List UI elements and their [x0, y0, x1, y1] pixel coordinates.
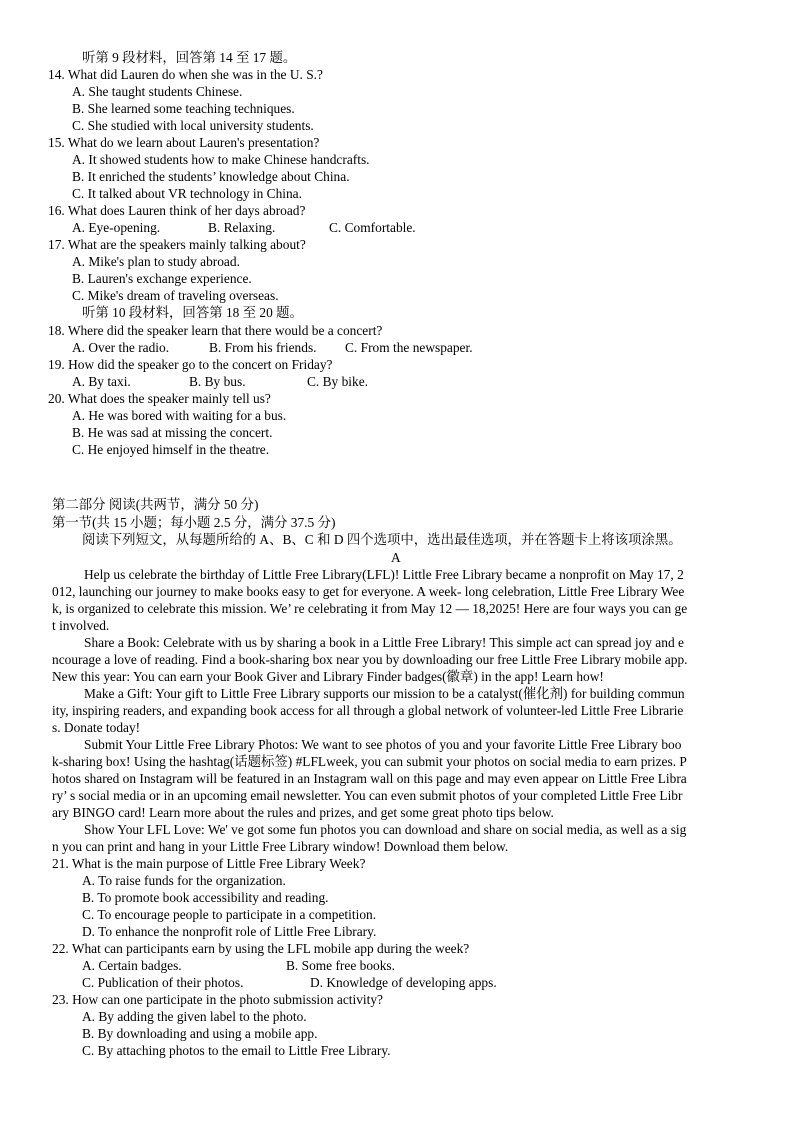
question-22-option-b: B. Some free books.: [286, 958, 395, 973]
question-17-option-b: B. Lauren's exchange experience.: [72, 271, 252, 286]
question-23-option-c: C. By attaching photos to the email to Little Free Library.: [82, 1043, 391, 1058]
passage-line: ry’ s social media or in an upcoming email newsletter. You can even submit photos of your completed Little Free Libr: [52, 788, 683, 803]
passage-line: Make a Gift: Your gift to Little Free Library supports our mission to be a catalyst(催化剂) for building commun: [84, 686, 685, 701]
question-16-option-c: C. Comfortable.: [329, 220, 416, 235]
part-2-header: 第二部分 阅读(共两节，满分 50 分): [52, 497, 259, 512]
question-23-option-b: B. By downloading and using a mobile app.: [82, 1026, 318, 1041]
question-16-stem: 16. What does Lauren think of her days abroad?: [48, 203, 306, 218]
question-17-option-c: C. Mike's dream of traveling overseas.: [72, 288, 279, 303]
question-18-option-b: B. From his friends.: [209, 340, 317, 355]
section-9-header: 听第 9 段材料，回答第 14 至 17 题。: [82, 50, 297, 65]
question-22-stem: 22. What can participants earn by using the LFL mobile app during the week?: [52, 941, 470, 956]
question-22-option-c: C. Publication of their photos.: [82, 975, 244, 990]
question-20-option-b: B. He was sad at missing the concert.: [72, 425, 273, 440]
question-19-option-c: C. By bike.: [307, 374, 369, 389]
question-19-option-a: A. By taxi.: [72, 374, 131, 389]
question-21-option-d: D. To enhance the nonprofit role of Little Free Library.: [82, 924, 377, 939]
question-17-option-a: A. Mike's plan to study abroad.: [72, 254, 240, 269]
passage-line: 012, launching our journey to make books easy to get for everyone. A week- long celebration, Little Free Library Wee: [52, 584, 685, 599]
passage-line: Help us celebrate the birthday of Little Free Library(LFL)! Little Free Library became a nonprofit on May 17, 2: [84, 567, 684, 582]
question-20-option-a: A. He was bored with waiting for a bus.: [72, 408, 287, 423]
passage-line: Submit Your Little Free Library Photos: We want to see photos of you and your favorite Little Free Library boo: [84, 737, 682, 752]
question-19-stem: 19. How did the speaker go to the concert on Friday?: [48, 357, 333, 372]
question-14-option-a: A. She taught students Chinese.: [72, 84, 243, 99]
question-16-option-b: B. Relaxing.: [208, 220, 276, 235]
question-15-option-c: C. It talked about VR technology in China.: [72, 186, 302, 201]
question-20-option-c: C. He enjoyed himself in the theatre.: [72, 442, 270, 457]
question-15-stem: 15. What do we learn about Lauren's presentation?: [48, 135, 320, 150]
question-23-option-a: A. By adding the given label to the photo.: [82, 1009, 307, 1024]
passage-line: n you can print and hang in your Little Free Library window! Download them below.: [52, 839, 509, 854]
passage-line: ncourage a love of reading. Find a book-sharing box near you by downloading our free Little Free Library mobile app.: [52, 652, 688, 667]
question-18-option-c: C. From the newspaper.: [345, 340, 473, 355]
question-22-option-d: D. Knowledge of developing apps.: [310, 975, 497, 990]
question-21-option-b: B. To promote book accessibility and reading.: [82, 890, 329, 905]
question-21-option-a: A. To raise funds for the organization.: [82, 873, 286, 888]
passage-line: k-sharing box! Using the hashtag(话题标签) #LFLweek, you can submit your photos on social media to earn prizes. P: [52, 754, 687, 769]
passage-line: s. Donate today!: [52, 720, 141, 735]
question-21-option-c: C. To encourage people to participate in a competition.: [82, 907, 377, 922]
passage-line: k, is organized to celebrate this mission. We’ re celebrating it from May 12 — 18,2025! Here are four ways you can ge: [52, 601, 688, 616]
question-17-stem: 17. What are the speakers mainly talking about?: [48, 237, 306, 252]
section-10-header: 听第 10 段材料，回答第 18 至 20 题。: [82, 305, 303, 320]
question-14-option-c: C. She studied with local university students.: [72, 118, 314, 133]
question-19-option-b: B. By bus.: [189, 374, 246, 389]
question-23-stem: 23. How can one participate in the photo submission activity?: [52, 992, 383, 1007]
part-2-section-1-header: 第一节(共 15 小题；每小题 2.5 分，满分 37.5 分): [52, 515, 336, 530]
passage-line: ity, inspiring readers, and expanding book access for all through a global network of volunteer-led Little Free Librarie: [52, 703, 684, 718]
question-14-option-b: B. She learned some teaching techniques.: [72, 101, 295, 116]
passage-line: ary BINGO card! Learn more about the rules and prizes, and get some great photo tips below.: [52, 805, 554, 820]
passage-line: t involved.: [52, 618, 110, 633]
passage-line: Share a Book: Celebrate with us by sharing a book in a Little Free Library! This simple act can spread joy and e: [84, 635, 684, 650]
question-20-stem: 20. What does the speaker mainly tell us?: [48, 391, 271, 406]
reading-instruction: 阅读下列短文，从每题所给的 A、B、C 和 D 四个选项中，选出最佳选项，并在答题卡上将该项涂黑。: [82, 532, 682, 547]
passage-line: New this year: You can earn your Book Giver and Library Finder badges(徽章) in the app! Learn how!: [52, 669, 604, 684]
passage-line: hotos shared on Instagram will be featured in an Instagram wall on this page and may even appear on Little Free Libra: [52, 771, 687, 786]
passage-label: A: [391, 550, 401, 565]
question-15-option-b: B. It enriched the students’ knowledge about China.: [72, 169, 350, 184]
question-14-stem: 14. What did Lauren do when she was in the U. S.?: [48, 67, 323, 82]
passage-line: Show Your LFL Love: We' ve got some fun photos you can download and share on social media, as well as a sig: [84, 822, 687, 837]
question-21-stem: 21. What is the main purpose of Little Free Library Week?: [52, 856, 366, 871]
question-16-option-a: A. Eye-opening.: [72, 220, 161, 235]
question-18-option-a: A. Over the radio.: [72, 340, 170, 355]
question-18-stem: 18. Where did the speaker learn that there would be a concert?: [48, 323, 383, 338]
question-22-option-a: A. Certain badges.: [82, 958, 182, 973]
question-15-option-a: A. It showed students how to make Chinese handcrafts.: [72, 152, 370, 167]
